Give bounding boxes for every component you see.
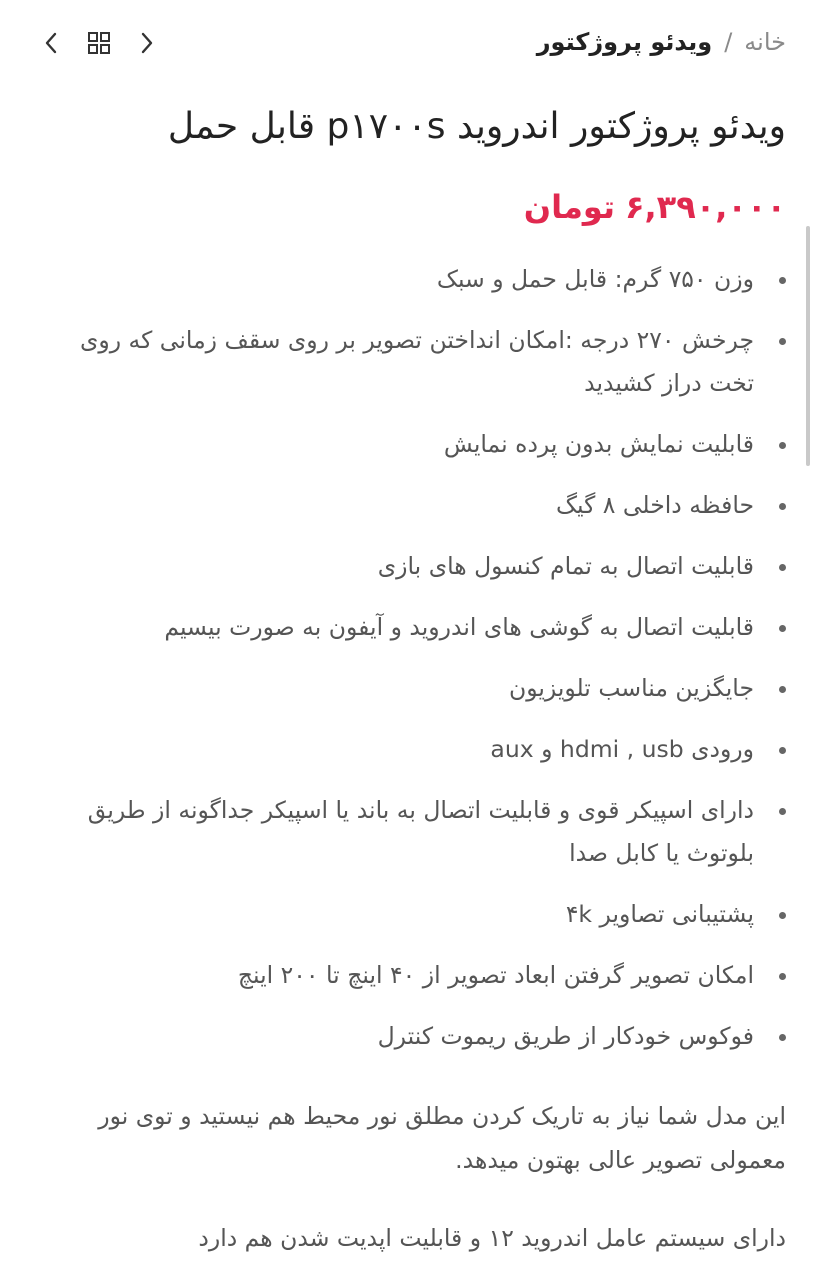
breadcrumb-home-link[interactable]: خانه xyxy=(744,28,786,56)
breadcrumb xyxy=(537,28,786,56)
chevron-left-icon[interactable] xyxy=(38,30,64,56)
scrollbar[interactable] xyxy=(806,226,810,466)
price-currency: تومان xyxy=(523,188,615,226)
feature-item: امکان تصویر گرفتن ابعاد تصویر از ۴۰ اینچ تا ۲۰۰ اینچ xyxy=(40,954,754,997)
chevron-right-icon[interactable] xyxy=(134,30,160,56)
feature-item: دارای اسپیکر قوی و قابلیت اتصال به باند یا اسپیکر جداگونه از طریق بلوتوث یا کابل صدا xyxy=(40,789,754,875)
feature-item: پشتیبانی تصاویر ۴k xyxy=(40,893,754,936)
feature-item: قابلیت اتصال به گوشی های اندروید و آیفون به صورت بیسیم xyxy=(40,606,754,649)
feature-item: حافظه داخلی ۸ گیگ xyxy=(40,484,754,527)
description-paragraph-1: این مدل شما نیاز به تاریک کردن مطلق نور محیط هم نیستید و توی نور معمولی تصویر عالی بهتون میدهد. xyxy=(98,1102,786,1174)
feature-item: جایگزین مناسب تلویزیون xyxy=(40,667,754,710)
breadcrumb-current[interactable]: ویدئو پروژکتور xyxy=(536,28,713,56)
feature-item: قابلیت اتصال به تمام کنسول های بازی xyxy=(40,545,754,588)
feature-item: فوکوس خودکار از طریق ریموت کنترل xyxy=(40,1015,754,1058)
price-value: ۶,۳۹۰,۰۰۰ xyxy=(624,188,786,226)
breadcrumb-separator: / xyxy=(724,28,733,56)
nav-icons xyxy=(38,30,160,56)
feature-item: قابلیت نمایش بدون پرده نمایش xyxy=(40,423,754,466)
feature-item: ورودی hdmi , usb و aux xyxy=(40,728,754,771)
product-title: ویدئو پروژکتور اندروید p۱۷۰۰s قابل حمل xyxy=(167,106,786,147)
feature-item: وزن ۷۵۰ گرم: قابل حمل و سبک xyxy=(40,258,754,301)
feature-item: چرخش ۲۷۰ درجه :امکان انداختن تصویر بر روی سقف زمانی که روی تخت دراز کشیدید xyxy=(40,319,754,405)
features-list xyxy=(40,258,786,1076)
description-paragraph-2: دارای سیستم عامل اندروید ۱۲ و قابلیت اپدیت شدن هم دارد xyxy=(198,1224,786,1252)
grid-icon[interactable] xyxy=(86,30,112,56)
product-price xyxy=(524,188,786,226)
top-bar xyxy=(30,22,786,70)
